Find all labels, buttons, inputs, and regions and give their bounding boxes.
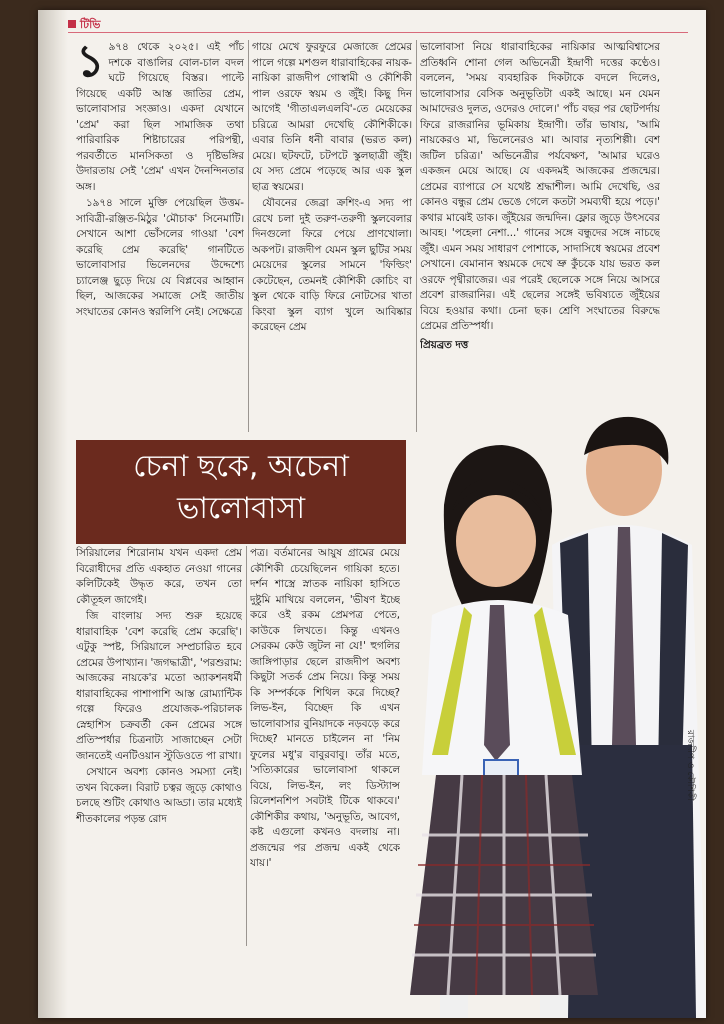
paragraph: ১৯৭৪ সালে মুক্তি পেয়েছিল উত্তম-সাবিত্রী-রঞ্জিত-মিঠুর 'মৌচাক' সিনেমাটি। সেখানে আশা ভোঁসলের গাওয়া 'বেশ করেছি প্রেম করেছি' গানটিতে ভালোবাসার ভিলেনদের উদ্দেশ্যে চ্যালেঞ্জ ছুড়ে দিয়ে যে বিপ্লবের আহ্বান ছিল, আজকের সমাজে সেই জাতীয় সংঘাতের কোনও স্বরলিপি নেই। সেক্ষেত্রে (76, 197, 244, 318)
article-column-3 (420, 40, 660, 432)
paragraph: ৯৭৪ থেকে ২০২৫। এই পাঁচ দশকে বাঙালির বোল-চাল বদল ঘটে গিয়েছে বিস্তর। পাল্টে গিয়েছে একটি আস্ত জাতির প্রেম, ভালোবাসার সংজ্ঞাও। একদা যেখানে 'প্রেম' করা ছিল সামাজিক তথা পারিবারিক শিষ্টাচারের পরিপন্থী, পরবর্তীতে মানসিকতা ও দৃষ্টিভঙ্গির উদারতায় সেই 'প্রেম' এখন দৈনন্দিনতার অঙ্গ। (76, 41, 244, 193)
page-spine (38, 10, 68, 1018)
headline-line-2: ভালোবাসা (176, 491, 306, 526)
paragraph: সেখানে অবশ্য কোনও সমস্যা নেই। তখন বিকেল। বিরাট চত্বর জুড়ে কোথাও চলছে শুটিং কোথাও আড্ডা। তার মধ্যেই শীতকালের পড়ন্ত রোদ (76, 766, 242, 825)
article-column-4 (76, 546, 242, 1006)
magazine-page (38, 10, 706, 1018)
drop-cap: ১ (76, 40, 105, 87)
paragraph: জি বাংলায় সদ্য শুরু হয়েছে ধারাবাহিক 'বেশ করেছি প্রেম করেছি'। এটুকু স্পষ্ট, সিরিয়ালে সম্প্রচারিত হবে প্রেমের উপাখ্যান। 'জগদ্ধাত্রী', 'পরশুরাম: আজকের নায়কে'র মতো অ্যাকশনধর্মী ধারাবাহিকের পাশাপাশি আস্ত রোম্যান্টিক গল্পে ফিরেও প্রযোজক-পরিচালক স্নেহাশিস চক্রবর্তী কেন প্রেমের সঙ্গে প্রতিস্পর্ধার চিত্রনাট্য সাজাচ্ছেন সেটা জানতেই এনটিওয়ান স্টুডিওতে পা রাখা। (76, 610, 242, 762)
column-divider (416, 40, 417, 432)
section-label: টিভি (80, 18, 101, 31)
article-column-1 (76, 40, 244, 432)
section-tag (68, 16, 688, 33)
paragraph: পত্র। বর্তমানের আয়ুষ গ্রামের মেয়ে কৌশিকী চেয়েছিলেন গায়িকা হতে। দর্শন শাস্ত্রে স্নাতক নায়িকা হাসিতে দুষ্টুমি মাখিয়ে বললেন, 'ভীষণ ইচ্ছে করে ওই রকম প্রেমপত্র পেতে, কাউকে লিখতে। কিন্তু এখনও সেরকম কেউ জুটল না যে!' হুগলির জাঙ্গিপাড়ার ছেলে রাজদীপ অবশ্য কিছুটা সতর্ক প্রেম নিয়ে। কিন্তু সময় কি সম্পর্ককে শিথিল করে দিচ্ছে? লিভ-ইন, বিচ্ছেদ কি এখন ভালোবাসার বুনিয়াদকে নড়বড়ে করে দিচ্ছে? মানতে চাইলেন না 'নিম ফুলের মধু'র বাবুরবাবু। তাঁর মতে, 'সত্যিকারের ভালোবাসা থাকলে বিয়ে, লিভ-ইন, লং ডিস্ট্যান্স রিলেশনশিপ সবটাই টিকে থাকবে।' কৌশিকীর কথায়, 'অনুভূতি, আবেগ, কষ্ট এগুলো কখনও বদলায় না। প্রজন্মের পর প্রজন্ম একই থেকে যায়।' (250, 547, 400, 869)
actors-photo (392, 415, 706, 1018)
headline-block (76, 440, 406, 544)
headline-line-1: চেনা ছকে, অচেনা (133, 449, 349, 484)
paragraph: ভালোবাসা নিয়ে ধারাবাহিকের নায়িকার আত্মবিশ্বাসের প্রতিধ্বনি শোনা গেল অভিনেত্রী ইন্দ্রাণী দত্তের কণ্ঠেও। বললেন, 'সময় ব্যবহারিক দিকটাকে বদলে দিলেও, ভালোবাসার বেসিক অনুভূতিটা একই আছে। মন যেমন আমাদেরও দুলত, ওদেরও দোলে।' পাঁচ বছর পর ছোটপর্দায় ফিরে রাজরানির ভূমিকায় ইন্দ্রাণী। তাঁর ভাষায়, 'আমি নায়কেরও মা, ভিলেনেরও মা। আবার নৃত্যশিল্পী। বেশ জটিল চরিত্র।' অভিনেত্রীর পর্যবেক্ষণ, 'আমার ঘরেও একজন মেয়ে আছে। যে একদমই আজকের প্রজন্মের। প্রেমের ব্যাপারে সে যথেষ্ট শ্রদ্ধাশীল। আমি দেখেছি, ওর কোনও বন্ধুর প্রেম ভেঙে গেলে কতটা সমব্যথী হয়ে পড়ে।' কথার মাঝেই ডাক। জুঁইয়ের জন্মদিন। ফ্লোর জুড়ে উৎসবের আবহ। 'পহেলা নেশা...' গানের সঙ্গে বন্ধুদের সঙ্গে নাচছে জুঁই। এমন সময় সাধারণ পোশাকে, সাদাসিধে স্বয়মের প্রবেশ সেখানে। বেমানান স্বয়মকে দেখে ভ্রু কুঁচকে যায় ভরত কল ওরফে পৃথ্বীরাজের। এর পরেই ছেলেকে সঙ্গে নিয়ে আসরে প্রবেশ রাজরানির। এই ছেলের সঙ্গেই ভবিষ্যতে জুঁইয়ের বিয়ে হওয়ার কথা। চেনা ছক। শ্রেণি সংঘাতের বিরুদ্ধে প্রেমের প্রতিস্পর্ধা। (420, 41, 660, 332)
byline: প্রিয়ব্রত দত্ত (420, 338, 469, 351)
photo-caption: রাজদীপ ও কৌশিকী (685, 730, 695, 801)
paragraph: গায়ে মেখে ফুরফুরে মেজাজে প্রেমের পালে গল্পে মশগুল ধারাবাহিকের নায়ক-নায়িকা রাজদীপ গোস্বামী ও কৌশিকী পাল ওরফে স্বয়ম ও জুঁই। কিছু দিন আগেই 'গীতাএলএলবি'-তে মেয়েকের চরিত্রে আমরা দেখেছি কৌশিকীকে। এবার তিনি ধনী বাবার (ভরত কল) মেয়ে। ছটফটে, চটপটে স্কুলছাত্রী জুঁই। যে সদ্য প্রেমে পড়েছে আর এক স্কুল ছাত্র স্বয়মের। (252, 41, 412, 193)
article-column-2 (252, 40, 412, 432)
girl-figure (410, 445, 598, 1018)
column-divider (246, 546, 247, 946)
section-marker-icon (68, 20, 76, 28)
column-divider (248, 40, 249, 432)
paragraph: সিরিয়ালের শিরোনাম যখন একদা প্রেম বিরোধীদের প্রতি একহাত নেওয়া গানের কলিটিকেই উদ্ধৃত করে, তখন তো কৌতূহল জাগেই। (76, 547, 242, 606)
article-column-5 (250, 546, 400, 946)
paragraph: যৌবনের জেব্রা ক্রশিং-এ সদ্য পা রেখে চলা দুই তরুণ-তরুণী স্কুলবেলার দিনগুলো ফিরে পেয়ে প্রাণখোলা। অকপট। রাজদীপ যেমন স্কুল ছুটির সময় মেয়েদের স্কুলের সামনে 'ফিল্ডিং' কেটেছেন, তেমনই কৌশিকী কোচিং বা স্কুল থেকে বাড়ি ফিরে নোটসের খাতা কিংবা স্কুল ব্যাগ খুলে আবিষ্কার করেছেন প্রেম (252, 197, 412, 333)
